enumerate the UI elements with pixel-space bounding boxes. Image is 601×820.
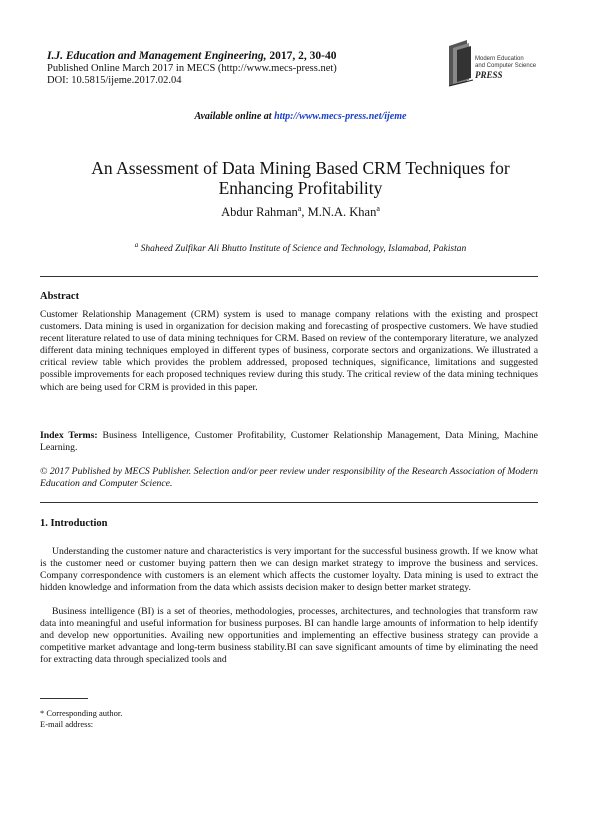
- available-online: [0, 111, 601, 122]
- section-heading-introduction: 1. Introduction: [40, 518, 108, 529]
- index-terms-list: Business Intelligence, Customer Profitability, Customer Relationship Management, Data Mining, Machine Learning.: [40, 430, 538, 454]
- affiliation: [0, 241, 601, 254]
- author-separator: ,: [301, 205, 308, 220]
- author-2-affil-mark: a: [376, 204, 380, 213]
- divider-top: [40, 276, 538, 277]
- publisher-logo: [447, 36, 547, 88]
- intro-paragraph-2: Business intelligence (BI) is a set of theories, methodologies, processes, architectures, and technologies that transform raw data into meaningful and useful information for business purposes. BI can handle large amounts of information to help identify and develop new opportunities. Availing new opportunities and implementing an effective business strategy can provide a competitive market advantage and long-term business stability.BI can save significant amounts of time by eliminating the need for extracting data through specialized tools and: [40, 606, 538, 666]
- author-1: Abdur Rahman: [221, 205, 298, 220]
- footnote-divider: [40, 698, 88, 699]
- published-online: Published Online March 2017 in MECS (http://www.mecs-press.net): [47, 63, 337, 74]
- abstract-heading: Abstract: [40, 291, 80, 302]
- abstract-body: Customer Relationship Management (CRM) system is used to manage company relations with the existing and prospect customers. Data mining is used in organization for decision making and forecasting of prospective customers. We have studied recent literature related to use of data mining techniques for CRM. Based on review of the contemporary literature, we analyzed different data mining techniques employed in different types of business, corporate sectors and organizations. We illustrated a critical review table which provides the problem addressed, proposed techniques, significance, limitations and suggested possible improvements for each proposed techniques review during this study. The critical review of the data mining techniques which are being used for CRM is provided in this paper.: [40, 309, 538, 393]
- book-stack-icon: [447, 36, 547, 88]
- index-terms: [40, 430, 538, 454]
- doi: DOI: 10.5815/ijeme.2017.02.04: [47, 75, 182, 86]
- journal-citation: [47, 50, 336, 62]
- footnote-corresponding: * Corresponding author.: [40, 708, 123, 718]
- copyright-notice: © 2017 Published by MECS Publisher. Selection and/or peer review under responsibility of the Research Association of Modern Education and Computer Science.: [40, 466, 538, 490]
- affiliation-text: Shaheed Zulfikar Ali Bhutto Institute of Science and Technology, Islamabad, Pakistan: [138, 244, 467, 255]
- available-prefix: Available online at: [194, 111, 275, 122]
- author-list: [0, 204, 601, 220]
- svg-text:PRESS: PRESS: [475, 70, 503, 80]
- divider-middle: [40, 502, 538, 503]
- svg-text:Modern Education: Modern Education: [475, 56, 524, 62]
- journal-url-link[interactable]: http://www.mecs-press.net/ijeme: [274, 111, 407, 122]
- author-2: M.N.A. Khan: [307, 205, 377, 220]
- author-1-affil-mark: a: [297, 204, 302, 213]
- paper-title: [40, 158, 561, 198]
- svg-text:and Computer Science: and Computer Science: [475, 63, 537, 69]
- footnote-email: E-mail address:: [40, 719, 94, 729]
- title-line-2: Enhancing Profitability: [218, 178, 383, 198]
- title-line-1: An Assessment of Data Mining Based CRM Techniques for: [91, 158, 510, 178]
- affiliation-mark: a: [134, 241, 139, 249]
- intro-paragraph-1: Understanding the customer nature and characteristics is very important for the successful business growth. If we know what is the customer need or customer buying pattern then we can design market strategy to improve the business and services. Company correspondence with customers is an element which affects the customer loyalty. Data mining is used to extract the hidden knowledge and information from the data which assists decision maker to design better market strategy.: [40, 546, 538, 594]
- volume-pages: 2017, 2, 30-40: [269, 50, 337, 62]
- index-terms-label: Index Terms:: [40, 430, 98, 441]
- journal-name: I.J. Education and Management Engineering,: [47, 50, 267, 62]
